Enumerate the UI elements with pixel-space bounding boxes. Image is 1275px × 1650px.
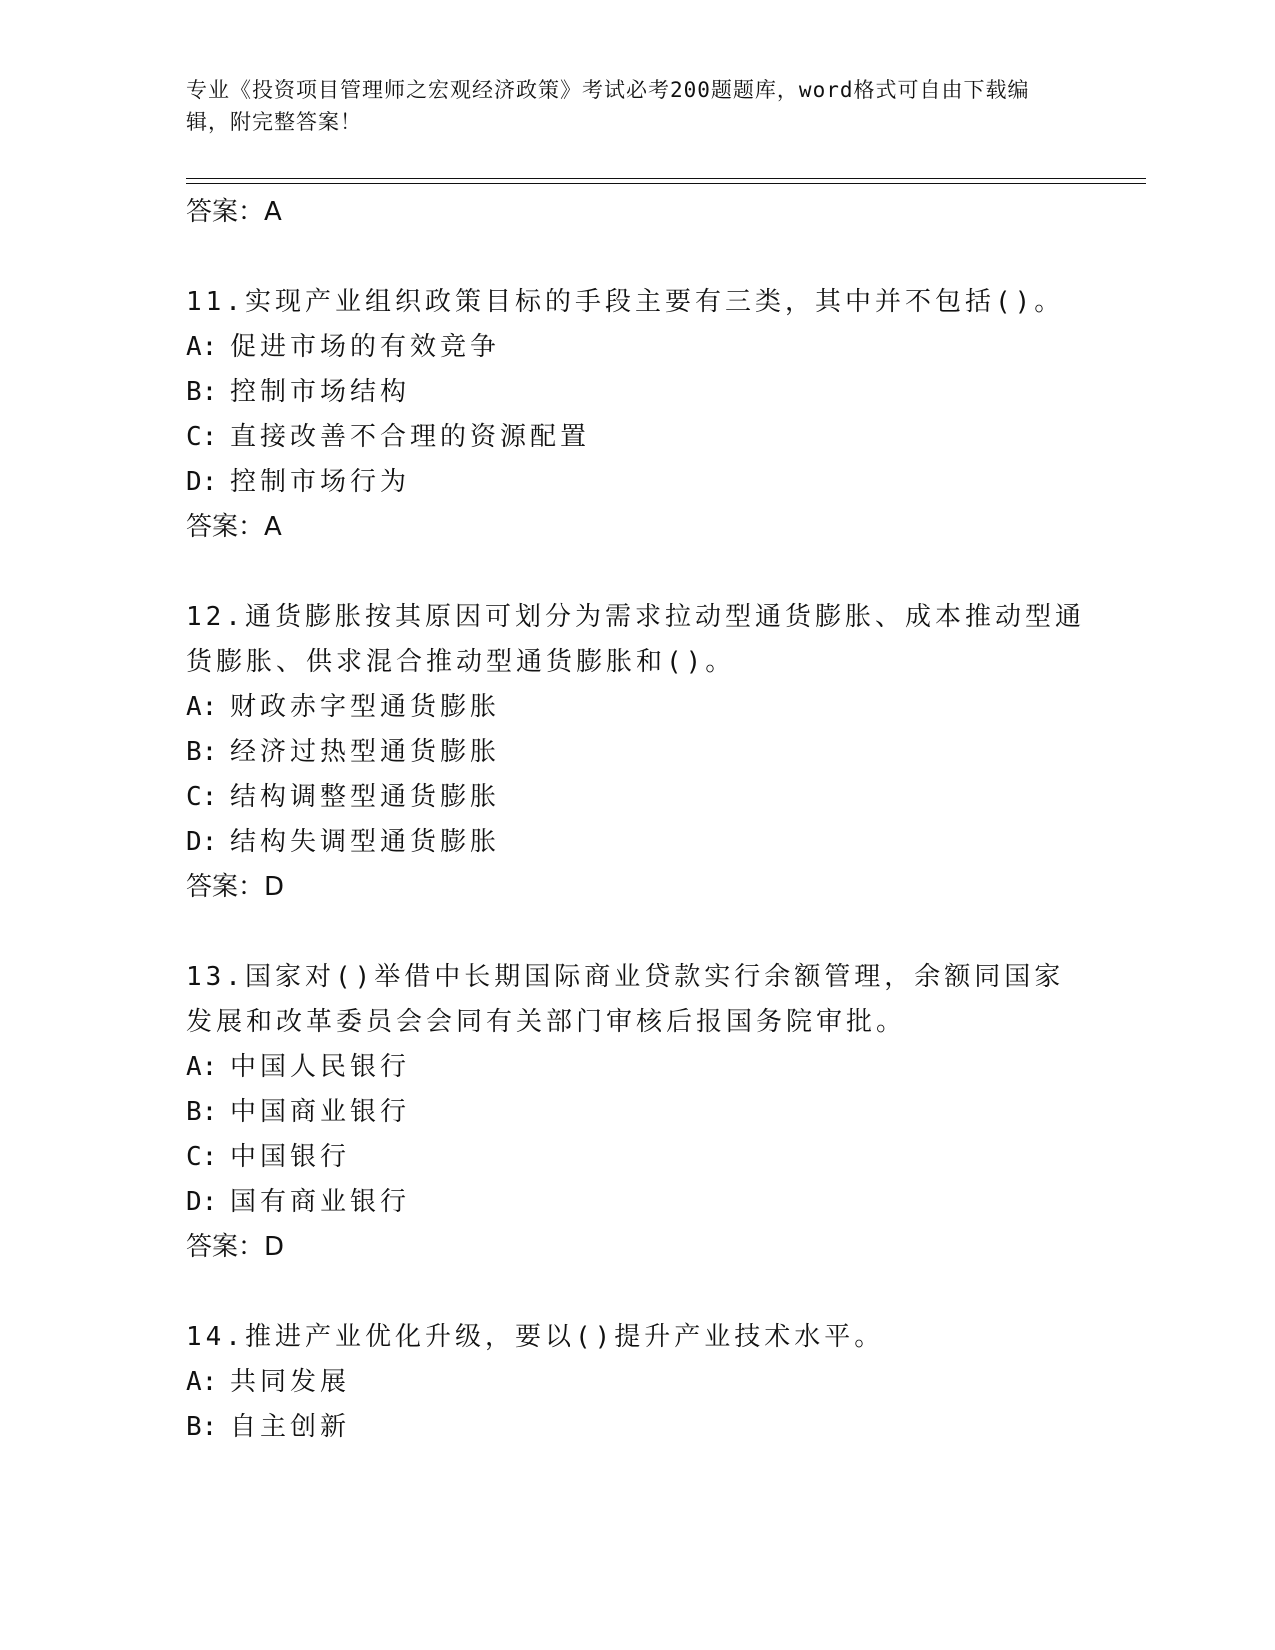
- option-letter: C:: [186, 782, 218, 812]
- option-text: 结构失调型通货膨胀: [230, 827, 501, 857]
- answer-line: 答案：A: [186, 197, 282, 227]
- option-b: [186, 1405, 1086, 1450]
- option-b: [186, 370, 1086, 415]
- option-text: 中国银行: [230, 1142, 351, 1172]
- option-a: [186, 685, 1086, 730]
- question-13: [186, 955, 1086, 1269]
- option-letter: A:: [186, 1052, 218, 1082]
- option-d: [186, 820, 1086, 865]
- option-c: [186, 415, 1086, 460]
- option-b: [186, 1090, 1086, 1135]
- option-letter: C:: [186, 1142, 218, 1172]
- option-letter: C:: [186, 422, 218, 452]
- option-letter: B:: [186, 1412, 218, 1442]
- option-letter: A:: [186, 692, 218, 722]
- option-d: [186, 1180, 1086, 1225]
- option-text: 控制市场结构: [230, 377, 411, 407]
- option-a: [186, 1045, 1086, 1090]
- answer-line: 答案：A: [186, 512, 282, 542]
- document-intro: 专业《投资项目管理师之宏观经济政策》考试必考200题题库，word格式可自由下载编辑，附完整答案！: [186, 78, 1030, 134]
- option-text: 直接改善不合理的资源配置: [230, 422, 591, 452]
- header-rule-bottom: [186, 183, 1146, 184]
- option-text: 结构调整型通货膨胀: [230, 782, 501, 812]
- option-c: [186, 775, 1086, 820]
- option-text: 控制市场行为: [230, 467, 411, 497]
- option-text: 中国人民银行: [230, 1052, 411, 1082]
- option-d: [186, 460, 1086, 505]
- option-letter: D:: [186, 827, 218, 857]
- question-stem: 13.国家对()举借中长期国际商业贷款实行余额管理，余额同国家发展和改革委员会会同有关部门审核后报国务院审批。: [186, 962, 1065, 1037]
- question-stem: 11.实现产业组织政策目标的手段主要有三类，其中并不包括()。: [186, 287, 1065, 317]
- option-text: 中国商业银行: [230, 1097, 411, 1127]
- option-letter: B:: [186, 1097, 218, 1127]
- option-c: [186, 1135, 1086, 1180]
- question-11: [186, 280, 1086, 549]
- question-list: [186, 190, 1086, 1450]
- question-stem: 14.推进产业优化升级，要以()提升产业技术水平。: [186, 1322, 885, 1352]
- option-text: 财政赤字型通货膨胀: [230, 692, 501, 722]
- option-text: 促进市场的有效竞争: [230, 332, 501, 362]
- option-text: 经济过热型通货膨胀: [230, 737, 501, 767]
- option-b: [186, 730, 1086, 775]
- question-12: [186, 595, 1086, 909]
- option-letter: A:: [186, 1367, 218, 1397]
- question-stem: 12.通货膨胀按其原因可划分为需求拉动型通货膨胀、成本推动型通货膨胀、供求混合推动型通货膨胀和()。: [186, 602, 1085, 677]
- option-a: [186, 1360, 1086, 1405]
- option-letter: D:: [186, 467, 218, 497]
- answer-line: 答案：D: [186, 1232, 285, 1262]
- answer-line: 答案：D: [186, 872, 285, 902]
- header-rule-top: [186, 178, 1146, 179]
- option-letter: B:: [186, 377, 218, 407]
- option-text: 共同发展: [230, 1367, 351, 1397]
- option-letter: B:: [186, 737, 218, 767]
- option-text: 国有商业银行: [230, 1187, 411, 1217]
- option-a: [186, 325, 1086, 370]
- option-letter: A:: [186, 332, 218, 362]
- option-letter: D:: [186, 1187, 218, 1217]
- option-text: 自主创新: [230, 1412, 351, 1442]
- question-14: [186, 1315, 1086, 1450]
